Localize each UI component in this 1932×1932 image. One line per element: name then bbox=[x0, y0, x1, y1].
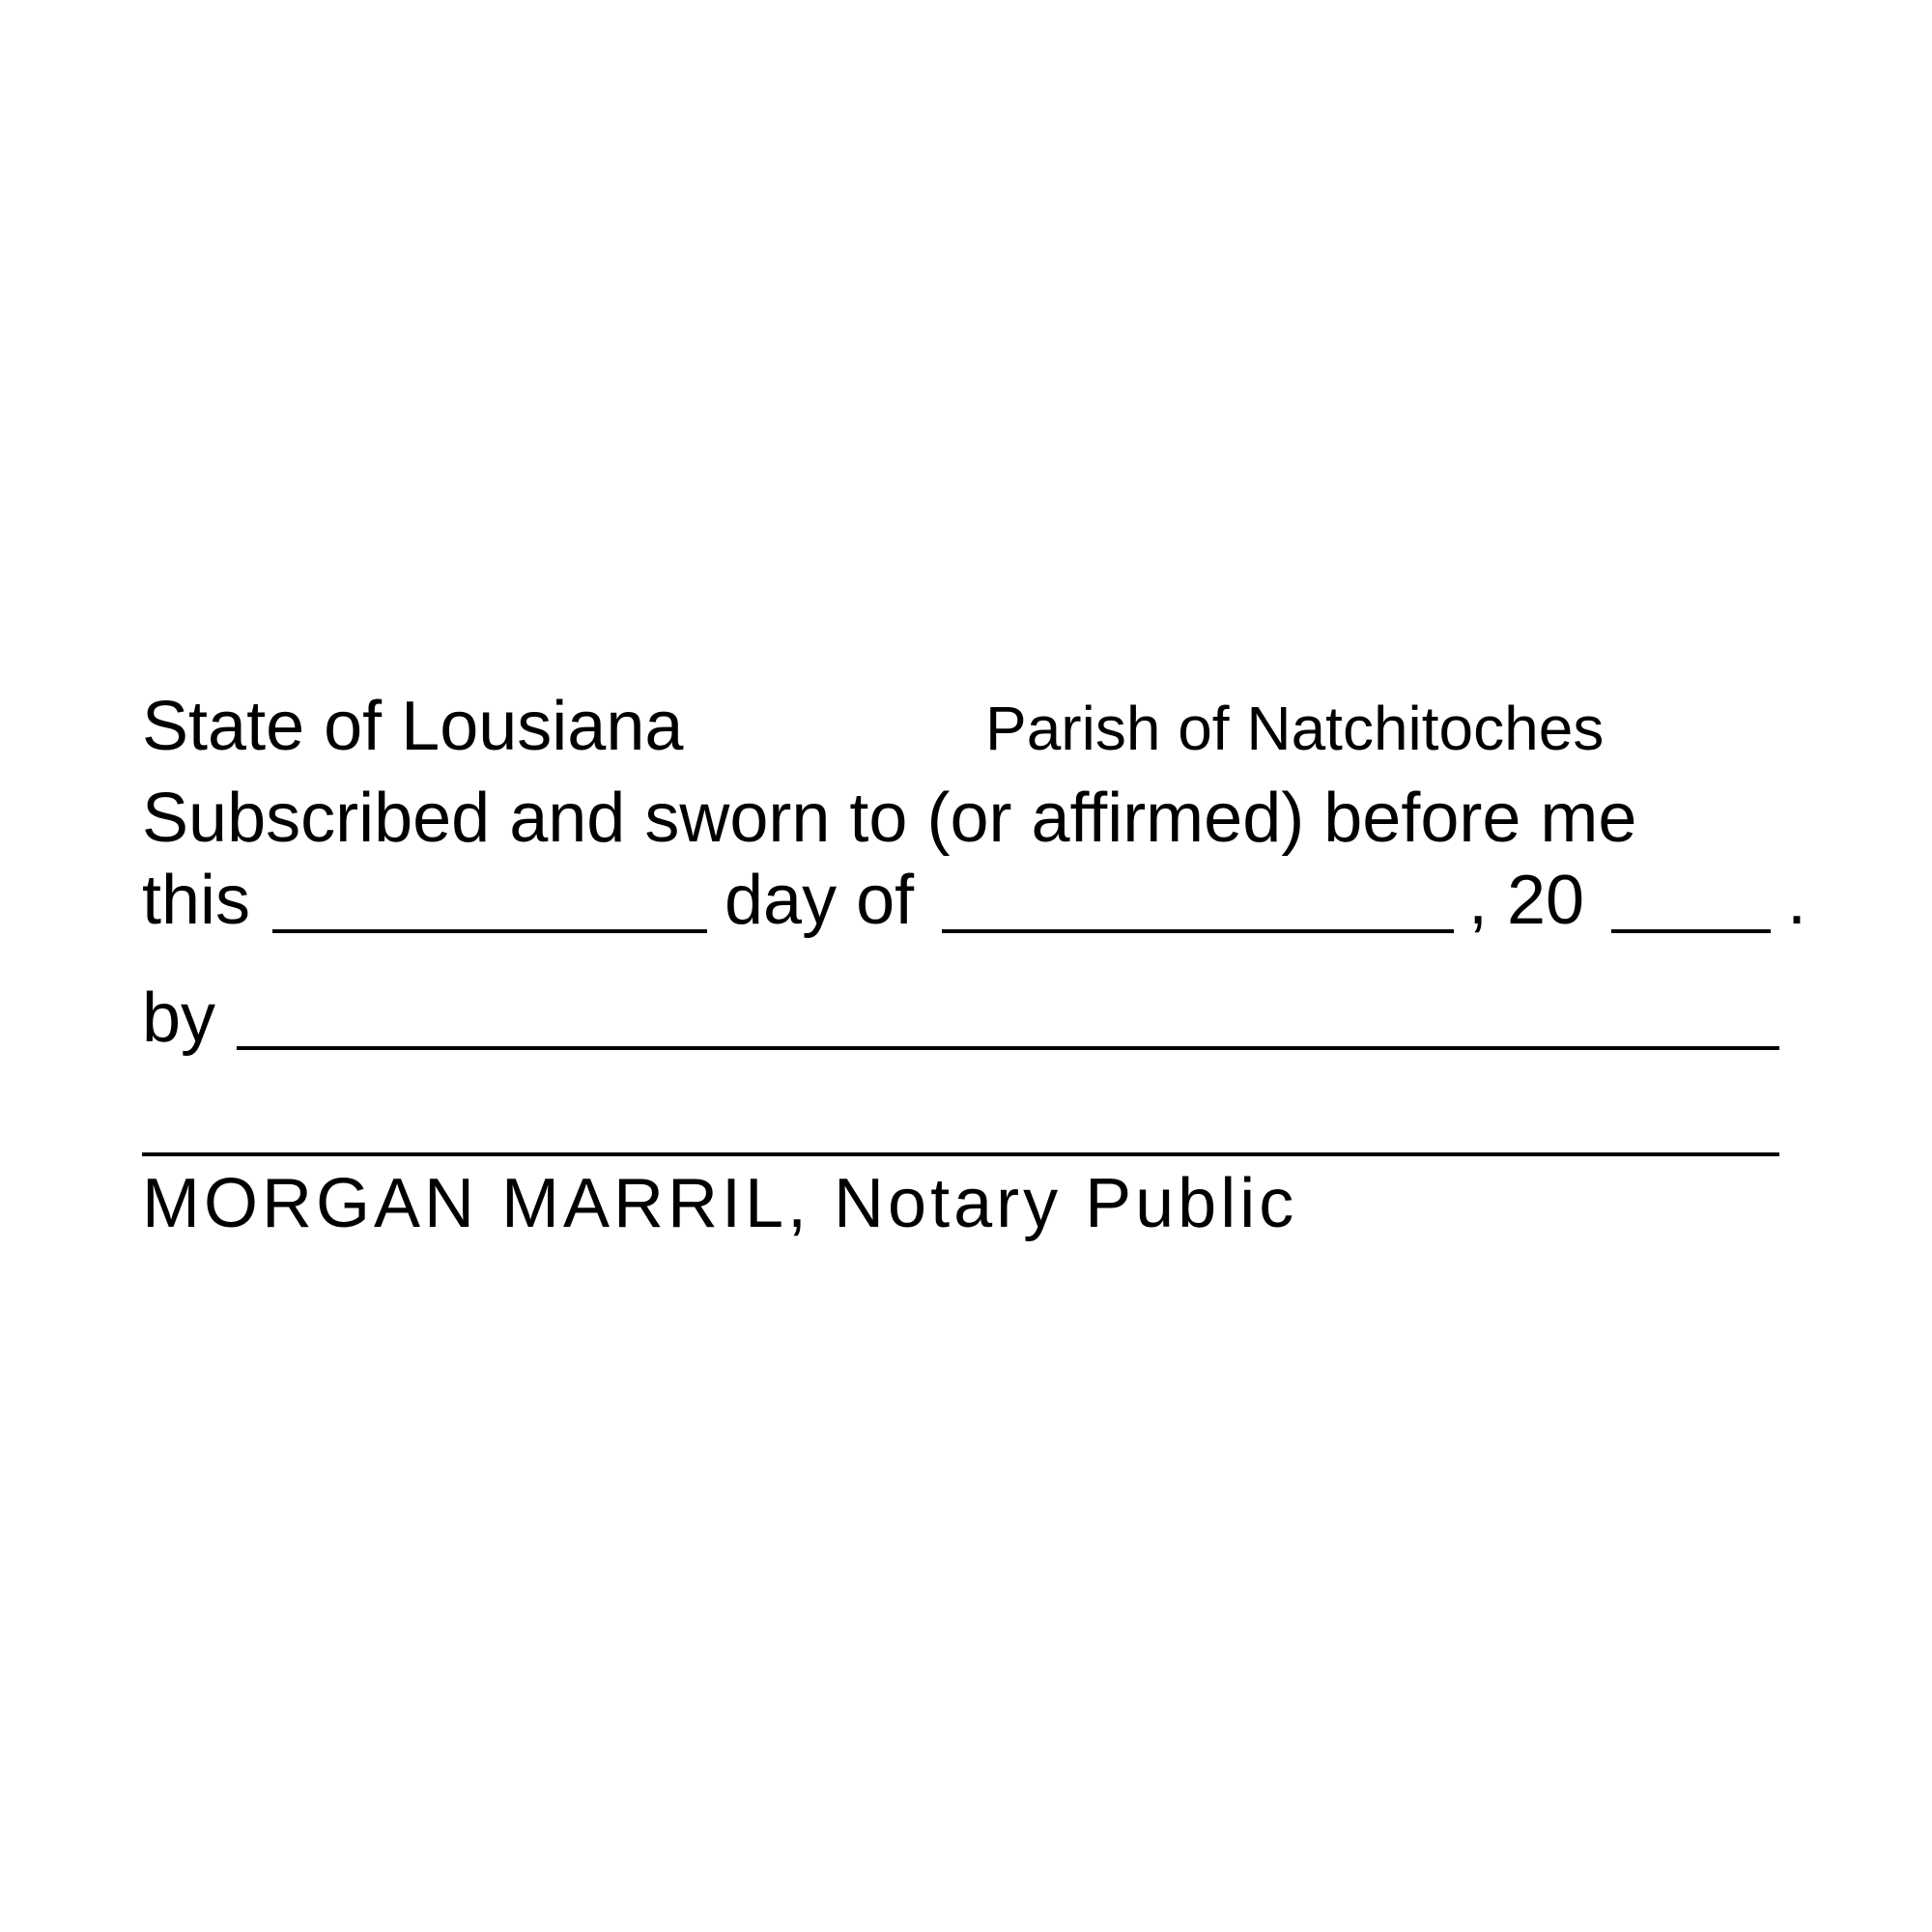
year-blank bbox=[1611, 929, 1771, 933]
month-blank bbox=[942, 929, 1454, 933]
parish-label: Parish of Natchitoches bbox=[985, 694, 1605, 763]
signature-line bbox=[142, 1152, 1779, 1156]
day-of-label: day of bbox=[724, 862, 915, 939]
affiant-blank bbox=[237, 1046, 1779, 1050]
oath-line: Subscribed and sworn to (or affirmed) before me bbox=[142, 780, 1637, 857]
date-prefix: this bbox=[142, 862, 251, 939]
state-label: State of Lousiana bbox=[142, 688, 684, 765]
date-end-period: . bbox=[1787, 862, 1807, 939]
year-prefix: , 20 bbox=[1468, 862, 1585, 939]
day-blank bbox=[272, 929, 707, 933]
by-label: by bbox=[142, 980, 216, 1057]
notary-name: MORGAN MARRIL, Notary Public bbox=[142, 1165, 1298, 1242]
